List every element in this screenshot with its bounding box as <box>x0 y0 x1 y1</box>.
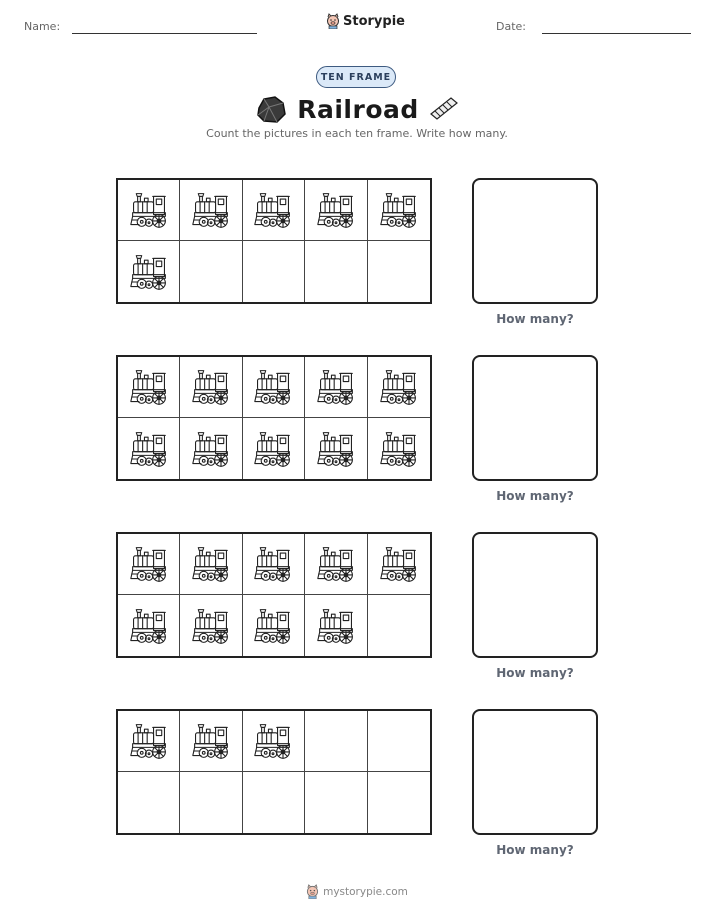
answer-box-4[interactable] <box>472 709 598 835</box>
frame-cell <box>368 595 430 656</box>
train-icon <box>379 544 419 584</box>
train-icon <box>129 429 169 469</box>
frame-cell <box>243 241 305 302</box>
frame-cell <box>243 180 305 241</box>
frame-cell <box>243 711 305 772</box>
frame-cell <box>243 534 305 595</box>
train-icon <box>191 606 231 646</box>
train-icon <box>129 721 169 761</box>
frame-cell <box>243 772 305 833</box>
frame-cell <box>368 711 430 772</box>
frame-cell <box>118 357 180 418</box>
pig-logo-icon <box>326 13 340 29</box>
answer-box-3[interactable] <box>472 532 598 658</box>
train-icon <box>253 429 293 469</box>
frame-cell <box>118 534 180 595</box>
train-icon <box>129 367 169 407</box>
frame-cell <box>180 595 242 656</box>
frame-cell <box>305 534 367 595</box>
instructions: Count the pictures in each ten frame. Write how many. <box>206 127 508 140</box>
frame-cell <box>118 595 180 656</box>
frame-cell <box>305 772 367 833</box>
date-label: Date: <box>496 20 526 33</box>
ten-frame-1 <box>116 178 432 304</box>
frame-cell <box>305 357 367 418</box>
train-icon <box>316 606 356 646</box>
train-icon <box>316 544 356 584</box>
frame-cell <box>180 418 242 479</box>
ten-frame-badge: TEN FRAME <box>316 66 396 88</box>
frame-cell <box>368 241 430 302</box>
train-icon <box>253 190 293 230</box>
frame-cell <box>368 534 430 595</box>
footer <box>0 884 714 899</box>
how-many-label-4: How many? <box>496 843 574 857</box>
train-icon <box>191 429 231 469</box>
frame-cell <box>305 418 367 479</box>
title-row <box>0 92 714 126</box>
frame-cell <box>243 595 305 656</box>
frame-cell <box>243 357 305 418</box>
train-icon <box>129 190 169 230</box>
pig-logo-icon <box>306 884 319 899</box>
train-icon <box>316 190 356 230</box>
coal-icon <box>255 94 287 124</box>
ten-frame-2 <box>116 355 432 481</box>
train-icon <box>191 721 231 761</box>
frame-cell <box>118 241 180 302</box>
train-icon <box>379 190 419 230</box>
frame-cell <box>118 180 180 241</box>
train-icon <box>379 367 419 407</box>
frame-cell <box>118 711 180 772</box>
frame-cell <box>305 241 367 302</box>
ten-frame-4 <box>116 709 432 835</box>
date-line[interactable] <box>542 33 691 34</box>
train-icon <box>253 721 293 761</box>
ten-frame-3 <box>116 532 432 658</box>
answer-box-1[interactable] <box>472 178 598 304</box>
frame-cell <box>368 772 430 833</box>
train-icon <box>191 544 231 584</box>
frame-cell <box>118 418 180 479</box>
worksheet-header <box>0 0 714 50</box>
how-many-label-2: How many? <box>496 489 574 503</box>
train-icon <box>316 367 356 407</box>
frame-cell <box>180 180 242 241</box>
frame-cell <box>368 418 430 479</box>
brand-name: Storypie <box>343 13 405 29</box>
name-label: Name: <box>24 20 61 33</box>
how-many-label-1: How many? <box>496 312 574 326</box>
frame-cell <box>180 711 242 772</box>
frame-cell <box>368 180 430 241</box>
frame-cell <box>305 595 367 656</box>
train-icon <box>316 429 356 469</box>
frame-cell <box>368 357 430 418</box>
train-icon <box>253 606 293 646</box>
name-line[interactable] <box>72 33 257 34</box>
train-icon <box>191 367 231 407</box>
frame-cell <box>180 241 242 302</box>
train-icon <box>129 544 169 584</box>
footer-url: mystorypie.com <box>323 885 408 898</box>
train-icon <box>253 544 293 584</box>
train-icon <box>253 367 293 407</box>
frame-cell <box>243 418 305 479</box>
frame-cell <box>180 772 242 833</box>
train-icon <box>379 429 419 469</box>
frame-cell <box>180 357 242 418</box>
frame-cell <box>118 772 180 833</box>
rail-plank-icon <box>429 96 459 122</box>
train-icon <box>129 606 169 646</box>
frame-cell <box>305 180 367 241</box>
frame-cell <box>305 711 367 772</box>
train-icon <box>191 190 231 230</box>
answer-box-2[interactable] <box>472 355 598 481</box>
how-many-label-3: How many? <box>496 666 574 680</box>
train-icon <box>129 252 169 292</box>
frame-cell <box>180 534 242 595</box>
brand-logo <box>326 13 405 29</box>
page-title: Railroad <box>297 94 419 124</box>
